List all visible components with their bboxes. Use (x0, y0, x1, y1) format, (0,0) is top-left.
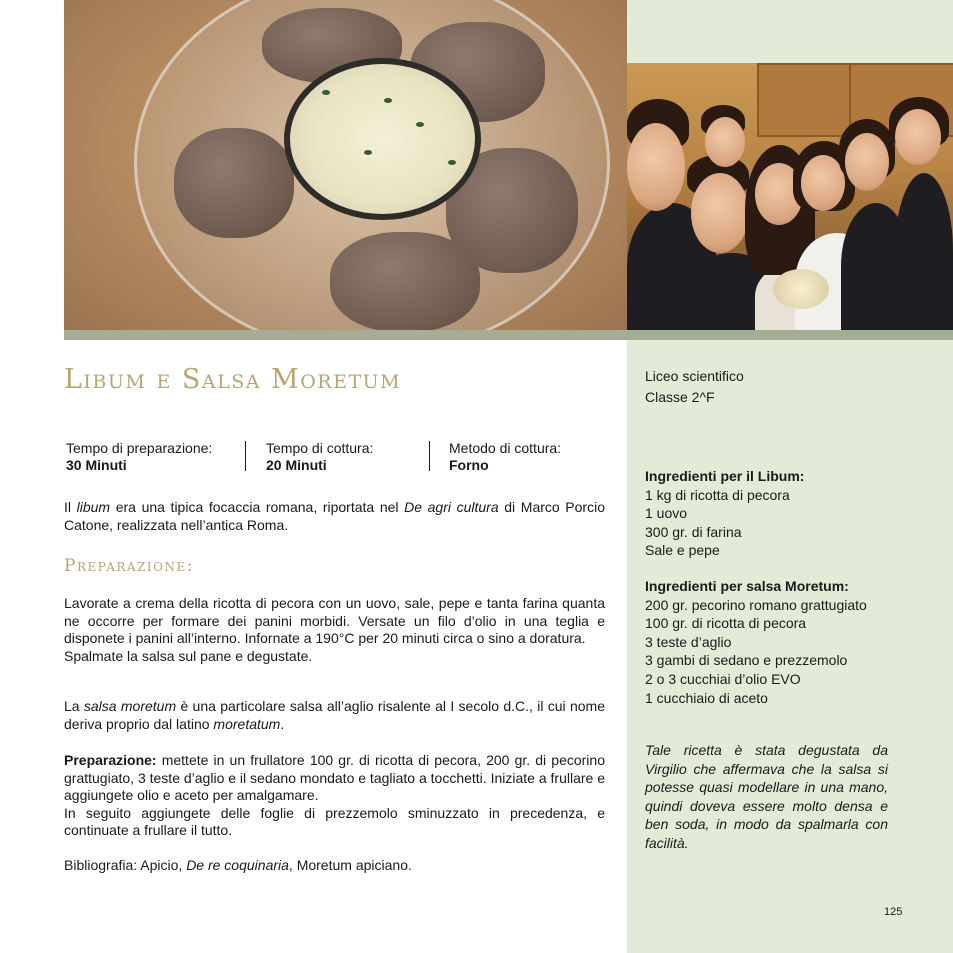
bibliography (64, 857, 605, 875)
meta-value: Forno (449, 457, 489, 473)
herb-speck (416, 122, 424, 127)
recipe-title: Libum e Salsa Moretum (64, 364, 402, 395)
meta-value: 20 Minuti (266, 457, 327, 473)
face (691, 173, 749, 253)
preparation-label: Preparazione: (64, 752, 157, 768)
virgilio-note: Tale ricetta è stata degustata da Virgilio che affermava che la salsa si potesse quasi modellare in una mano, quindi doveva essere molto densa e ben soda, in modo da spalmarla con facilità. (645, 742, 888, 851)
text-run: Il (64, 499, 77, 515)
herb-speck (384, 98, 392, 103)
meta-prep-time (66, 440, 212, 474)
school-name: Liceo scientifico (645, 368, 744, 384)
school-info (645, 366, 890, 408)
meta-label: Tempo di cottura: (266, 440, 374, 456)
divider-band (64, 330, 953, 340)
moretum-intro (64, 698, 605, 733)
text-run: è una particolare salsa all’aglio risalente al I secolo d.C., il cui nome deriva proprio dal latino (64, 698, 605, 732)
meta-value: 30 Minuti (66, 457, 127, 473)
intro-paragraph (64, 499, 605, 534)
text-run-italic: moretatum (213, 715, 281, 732)
students-photo (627, 63, 953, 330)
text-run: era una tipica focaccia romana, riportata nel (110, 499, 405, 515)
list-item: 1 uovo (645, 505, 688, 522)
food-plate-held (773, 269, 829, 309)
kitchen-cabinet (757, 63, 851, 137)
student (895, 173, 953, 330)
moretum-sauce-bowl (284, 58, 481, 220)
herb-speck (364, 150, 372, 155)
text-run-italic: De agri cultura (404, 499, 499, 515)
herb-speck (322, 90, 330, 95)
page-number: 125 (884, 906, 903, 918)
class-name: Classe 2^F (645, 389, 715, 405)
list-item: 200 gr. pecorino romano grattugiato (645, 596, 867, 613)
text-run: Bibliografia: Apicio, (64, 857, 187, 873)
bread-roll (174, 128, 294, 238)
list-item: 3 gambi di sedano e prezzemolo (645, 652, 848, 669)
text-run: In seguito aggiungete delle foglie di prezzemolo sminuzzato in precedenza, e continuate a frullare il tutto. (64, 804, 605, 839)
preparation-heading: Preparazione: (64, 556, 194, 576)
face (845, 133, 889, 191)
meta-separator (245, 441, 246, 471)
text-run: . (280, 715, 285, 732)
libum-preparation (64, 595, 605, 665)
text-run: Lavorate a crema della ricotta di pecora con un uovo, sale, pepe e tanta farina quanta ne occorre per formare dei panini morbidi. Versate un filo d’olio in una teglia e disponete i panini all’interno. Infornate a 190°C per 20 minuti circa o sino a doratura. (64, 595, 605, 647)
ingredients-libum (645, 467, 890, 560)
list-item: 1 kg di ricotta di pecora (645, 486, 790, 503)
ingredients-moretum (645, 577, 890, 707)
libum-photo (64, 0, 627, 330)
meta-separator (429, 441, 430, 471)
herb-speck (448, 160, 456, 165)
list-item: 3 teste d’aglio (645, 633, 732, 650)
text-run-italic: De re coquinaria (186, 857, 289, 873)
list-item: 1 cucchiaio di aceto (645, 689, 768, 706)
text-run: mettete in un frullatore 100 gr. di ricotta di pecora, 200 gr. di pecorino grattugiato, 3 teste d’aglio e il sedano mondato e tagliato a tocchetti. Iniziate a frullare e aggiungete olio e aceto per amalgamare. (64, 752, 605, 804)
list-item: 300 gr. di farina (645, 523, 742, 540)
list-item: 2 o 3 cucchiai d’olio EVO (645, 670, 801, 687)
meta-label: Tempo di preparazione: (66, 440, 213, 456)
ingredients-list (645, 596, 890, 708)
meta-label: Metodo di cottura: (449, 440, 562, 456)
text-run: Spalmate la salsa sul pane e degustate. (64, 647, 313, 664)
list-item: 100 gr. di ricotta di pecora (645, 615, 807, 632)
text-run: La (64, 698, 84, 714)
text-run-italic: libum (76, 499, 111, 515)
face (627, 123, 685, 211)
meta-cook-time (266, 440, 373, 474)
meta-cook-method (449, 440, 561, 474)
moretum-preparation (64, 752, 605, 840)
list-item: Sale e pepe (645, 542, 720, 559)
face (895, 109, 941, 165)
text-run: di Marco Porcio Catone, realizzata nell’antica Roma. (64, 499, 605, 533)
bread-roll (330, 232, 480, 330)
text-run-italic: salsa moretum (83, 698, 177, 714)
ingredients-heading: Ingredienti per salsa Moretum: (645, 578, 849, 594)
ingredients-list (645, 486, 890, 560)
text-run: , Moretum apiciano. (288, 857, 412, 873)
ingredients-heading: Ingredienti per il Libum: (645, 468, 805, 484)
face (705, 117, 745, 167)
